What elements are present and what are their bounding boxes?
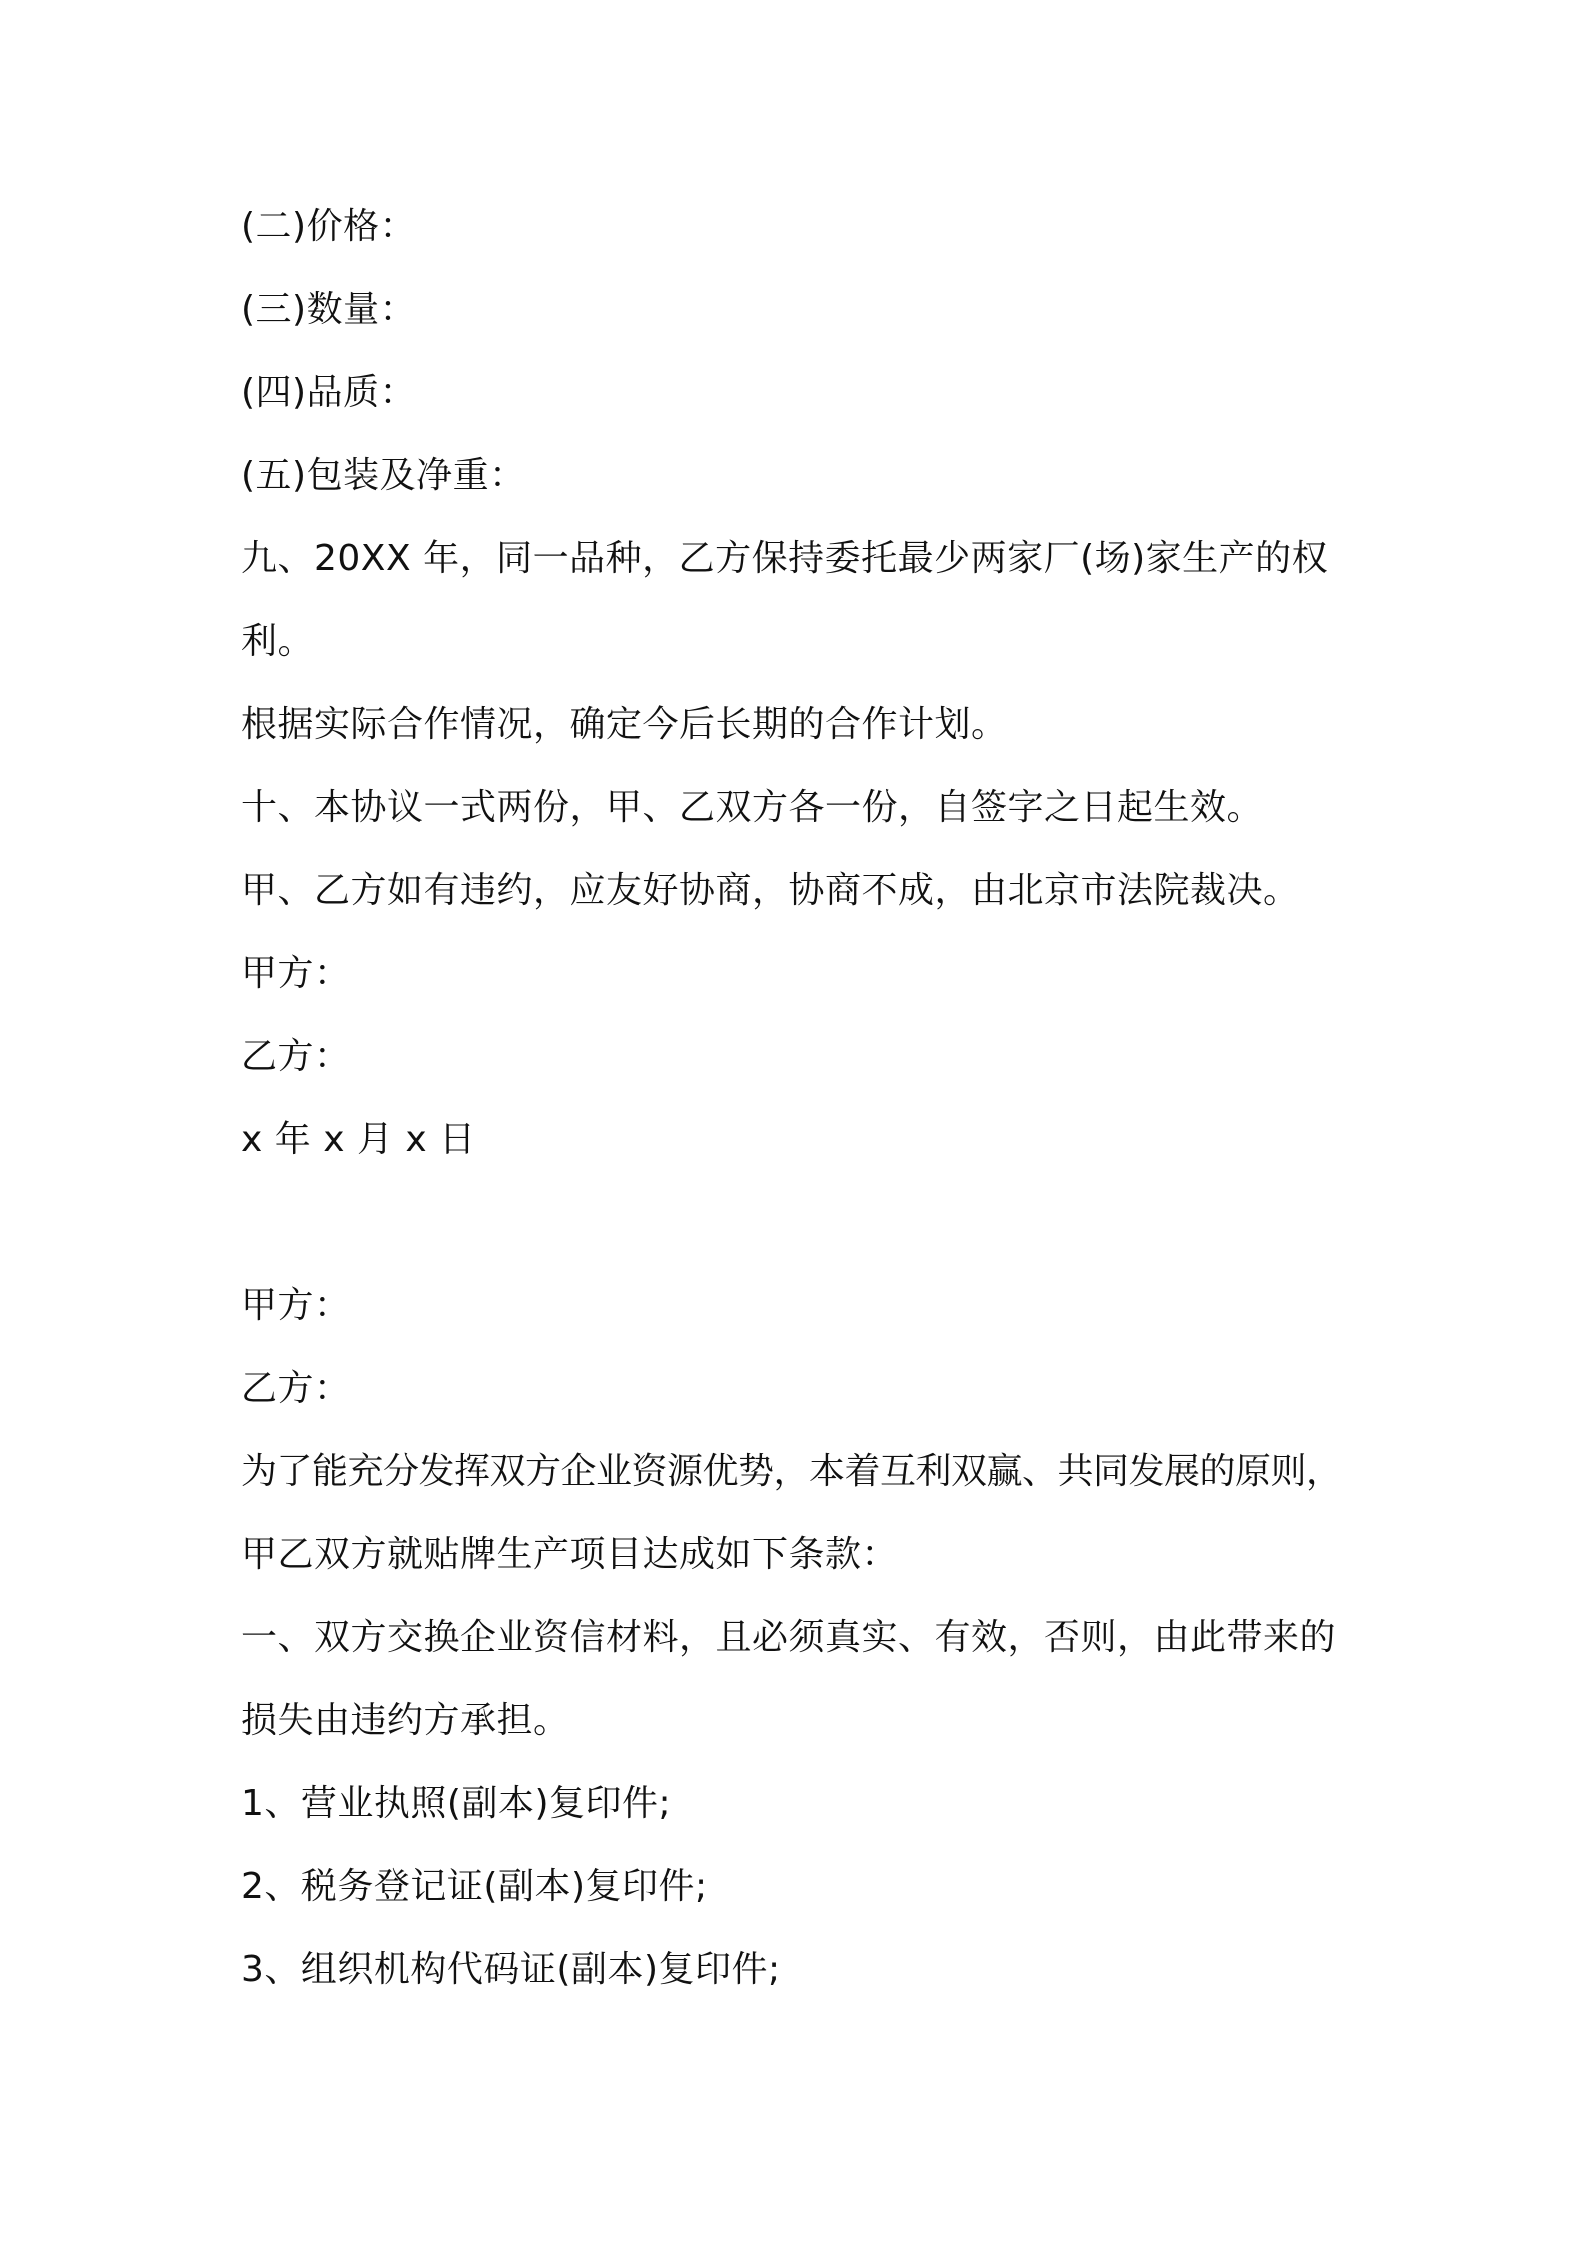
cooperation-plan: 根据实际合作情况，确定今后长期的合作计划。 [241, 704, 1008, 745]
item-organization-code: 3、组织机构代码证(副本)复印件; [241, 1949, 781, 1990]
party-b-label: 乙方： [241, 1036, 351, 1077]
breach-clause: 甲、乙方如有违约，应友好协商，协商不成，由北京市法院裁决。 [241, 870, 1300, 911]
intro-line-1: 为了能充分发挥双方企业资源优势，本着互利双赢、共同发展的原则， [241, 1451, 1342, 1492]
clause-packaging: (五)包装及净重： [241, 455, 526, 496]
party-a-label: 甲方： [241, 953, 351, 994]
article-nine-line-2: 利。 [241, 621, 315, 662]
article-one-line-1: 一、双方交换企业资信材料，且必须真实、有效，否则，由此带来的 [241, 1617, 1337, 1658]
item-tax-registration: 2、税务登记证(副本)复印件; [241, 1866, 708, 1907]
party-a-label-2: 甲方： [241, 1285, 351, 1326]
clause-price: (二)价格： [241, 206, 417, 247]
intro-line-2: 甲乙双方就贴牌生产项目达成如下条款： [241, 1534, 899, 1575]
clause-quantity: (三)数量： [241, 289, 417, 330]
article-ten: 十、本协议一式两份，甲、乙双方各一份，自签字之日起生效。 [241, 787, 1264, 828]
party-b-label-2: 乙方： [241, 1368, 351, 1409]
article-one-line-2: 损失由违约方承担。 [241, 1700, 570, 1741]
date-line: x 年 x 月 x 日 [241, 1119, 476, 1160]
clause-quality: (四)品质： [241, 372, 417, 413]
article-nine-line-1: 九、20XX 年，同一品种，乙方保持委托最少两家厂(场)家生产的权 [241, 538, 1329, 579]
item-business-license: 1、营业执照(副本)复印件; [241, 1783, 672, 1824]
